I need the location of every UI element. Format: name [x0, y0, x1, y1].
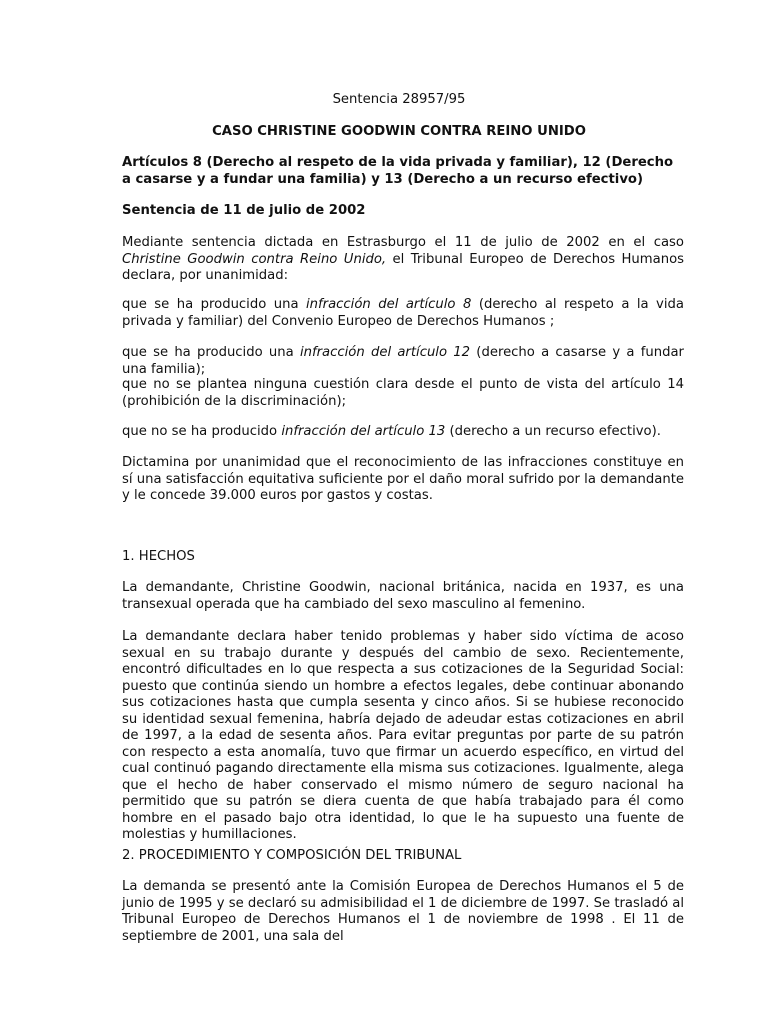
ruling-paragraph: Dictamina por unanimidad que el reconocimiento de las infracciones constituye en sí una satisfacción equitativa suficiente por el daño moral sufrido por la demandante y le concede 39.000 euros por gastos y costas.: [122, 455, 684, 503]
finding-text: (derecho a un recurso efectivo).: [445, 424, 661, 439]
articles-heading: Artículos 8 (Derecho al respeto de la vida privada y familiar), 12 (Derecho a casarse y a fundar una familia) y 13 (Derecho a un recurso efectivo): [122, 155, 674, 187]
intro-text-a: Mediante sentencia dictada en Estrasburgo el 11 de julio de 2002 en el caso: [122, 235, 684, 250]
finding-text: que se ha producido una: [122, 345, 300, 360]
finding-text: que no se ha producido: [122, 424, 282, 439]
finding-emphasis: infracción del artículo 12: [299, 345, 471, 360]
finding-text: que no se plantea ninguna cuestión clara desde el punto de vista del artículo 14 (prohibición de la discriminación);: [122, 377, 684, 409]
procedure-paragraph: La demanda se presentó ante la Comisión Europea de Derechos Humanos el 5 de junio de 1995 y se declaró su admisibilidad el 1 de diciembre de 1997. Se trasladó al Tribunal Europeo de Derechos Humanos el 1 de noviembre de 1998 . El 11 de septiembre de 2001, una sala del: [122, 879, 684, 944]
case-title: CASO CHRISTINE GOODWIN CONTRA REINO UNIDO: [212, 124, 586, 139]
finding-item: [118, 424, 684, 441]
section-heading-procedimiento: 2. PROCEDIMIENTO Y COMPOSICIÓN DEL TRIBUNAL: [122, 848, 462, 863]
intro-paragraph: [118, 235, 684, 285]
finding-item: [118, 377, 684, 410]
finding-item: [118, 297, 684, 330]
finding-item: [118, 345, 684, 378]
section-heading-hechos: 1. HECHOS: [122, 549, 195, 564]
facts-paragraph: La demandante, Christine Goodwin, nacional británica, nacida en 1937, es una transexual operada que ha cambiado del sexo masculino al femenino.: [122, 580, 684, 612]
finding-emphasis: infracción del artículo 13: [281, 424, 446, 439]
judgment-date: Sentencia de 11 de julio de 2002: [122, 203, 366, 218]
case-name: Christine Goodwin contra Reino Unido,: [122, 251, 387, 267]
case-reference: Sentencia 28957/95: [332, 92, 466, 107]
finding-emphasis: infracción del artículo 8: [306, 297, 472, 312]
finding-text: (derecho a casarse y a fundar una familia);: [122, 345, 684, 377]
intro-text-b: el Tribunal Europeo de Derechos Humanos declara, por unanimidad:: [122, 251, 685, 283]
finding-text: que se ha producido una: [122, 297, 306, 312]
facts-paragraph: La demandante declara haber tenido problemas y haber sido víctima de acoso sexual en su trabajo durante y después del cambio de sexo. Recientemente, encontró dificultades en lo que respecta a sus cotizaciones de la Seguridad Social: puesto que continúa siendo un hombre a efectos legales, debe continuar abonando sus cotizaciones hasta que cumpla sesenta y cinco años. Si se hubiese reconocido su identidad sexual femenina, habría dejado de adeudar estas cotizaciones en abril de 1997, a la edad de sesenta años. Para evitar preguntas por parte de su patrón con respecto a esta anomalía, tuvo que firmar un acuerdo específico, en virtud del cual continuó pagando directamente ella misma sus cotizaciones. Igualmente, alega que el hecho de haber conservado el mismo número de seguro nacional ha permitido que su patrón se diera cuenta de que había trabajado para él como hombre en el pasado bajo otra identidad, lo que le ha supuesto una fuente de molestias y humillaciones.: [122, 629, 684, 842]
finding-text: (derecho al respeto a la vida privada y familiar) del Convenio Europeo de Derechos Humanos ;: [122, 297, 684, 329]
